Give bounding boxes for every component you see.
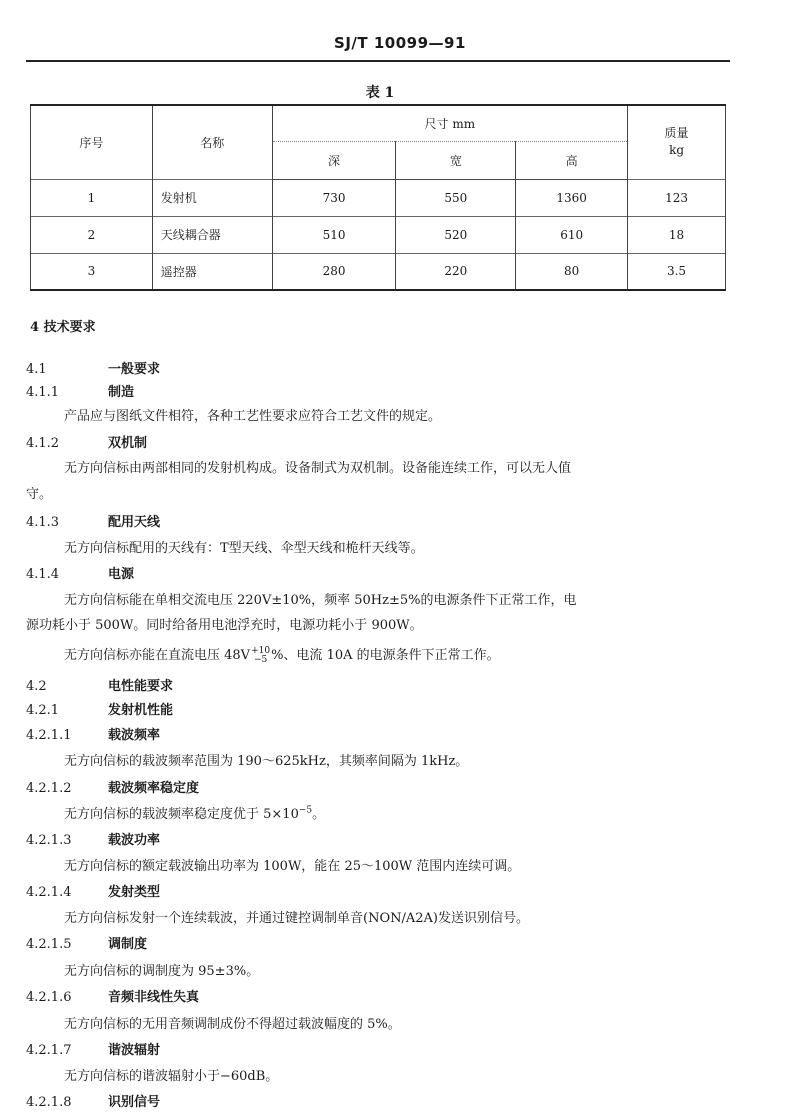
clause-body: 无方向信标的载波频率范围为 190～625kHz，其频率间隔为 1kHz。	[64, 754, 469, 769]
clause-number: 4.2.1	[26, 703, 60, 718]
clause-number: 4.1.3	[26, 515, 60, 530]
clause-title: 载波功率	[108, 833, 161, 848]
clause-heading	[26, 829, 160, 848]
clause-number: 4.1.1	[26, 385, 60, 400]
col-header-width: 宽	[396, 141, 516, 179]
clause-number: 4.1.4	[26, 567, 60, 582]
clause-text: 。	[312, 807, 326, 822]
clause-title: 调制度	[108, 937, 148, 952]
clause-number: 4.2.1.6	[26, 990, 72, 1005]
clause-body: 无方向信标的无用音频调制成份不得超过载波幅度的 5%。	[64, 1017, 401, 1032]
table-row	[31, 216, 726, 253]
clause-title: 载波频率	[108, 728, 161, 743]
clause-body: 守。	[26, 487, 53, 502]
clause-body	[64, 803, 325, 822]
col-header-dimensions: 尺寸 mm	[272, 105, 627, 141]
tolerance-upper: +10	[251, 645, 271, 656]
cell-mass: 3.5	[628, 253, 726, 290]
col-header-mass	[628, 105, 726, 179]
clause-number: 4.2.1.2	[26, 781, 72, 796]
tolerance-lower: −5	[253, 654, 268, 665]
cell-index: 2	[31, 216, 153, 253]
col-header-depth: 深	[272, 141, 396, 179]
clause-body: 源功耗小于 500W。同时给备用电池浮充时，电源功耗小于 900W。	[26, 618, 423, 633]
cell-name: 发射机	[152, 179, 272, 216]
clause-body: 无方向信标的谐波辐射小于−60dB。	[64, 1069, 279, 1084]
cell-height: 80	[516, 253, 628, 290]
clause-title: 载波频率稳定度	[108, 781, 200, 796]
clause-number: 4.2.1.4	[26, 885, 72, 900]
clause-body: 产品应与图纸文件相符，各种工艺性要求应符合工艺文件的规定。	[64, 409, 442, 424]
tolerance	[251, 647, 270, 665]
clause-heading	[26, 933, 147, 952]
cell-height: 610	[516, 216, 628, 253]
clause-number: 4.2.1.8	[26, 1095, 72, 1110]
mass-unit: kg	[669, 143, 685, 158]
clause-title: 识别信号	[108, 1095, 161, 1110]
exponent: −5	[298, 805, 313, 816]
clause-heading	[26, 675, 173, 694]
cell-height: 1360	[516, 179, 628, 216]
cell-width: 220	[396, 253, 516, 290]
col-header-height: 高	[516, 141, 628, 179]
table-caption: 表 1	[365, 85, 395, 101]
header-rule	[26, 60, 730, 62]
dimension-table	[30, 104, 726, 291]
clause-title: 电源	[108, 567, 135, 582]
clause-heading	[26, 986, 199, 1005]
clause-heading	[26, 724, 160, 743]
clause-text: %、电流 10A 的电源条件下正常工作。	[271, 648, 500, 663]
clause-heading	[26, 358, 160, 377]
cell-depth: 510	[272, 216, 396, 253]
cell-name: 天线耦合器	[152, 216, 272, 253]
clause-heading	[26, 511, 160, 530]
clause-body: 无方向信标的调制度为 95±3%。	[64, 964, 260, 979]
mass-label: 质量	[664, 126, 689, 141]
table-row	[31, 179, 726, 216]
cell-width: 520	[396, 216, 516, 253]
cell-depth: 730	[272, 179, 396, 216]
cell-mass: 123	[628, 179, 726, 216]
clause-title: 电性能要求	[108, 679, 174, 694]
cell-depth: 280	[272, 253, 396, 290]
cell-name: 遥控器	[152, 253, 272, 290]
section-title: 4 技术要求	[30, 320, 96, 335]
clause-title: 制造	[108, 385, 135, 400]
clause-title: 发射机性能	[108, 703, 174, 718]
col-header-name: 名称	[152, 105, 272, 179]
clause-title: 发射类型	[108, 885, 161, 900]
clause-number: 4.2.1.3	[26, 833, 72, 848]
clause-number: 4.1	[26, 362, 47, 377]
clause-title: 配用天线	[108, 515, 161, 530]
clause-body: 无方向信标配用的天线有：T型天线、伞型天线和桅杆天线等。	[64, 541, 424, 556]
clause-heading	[26, 563, 134, 582]
cell-index: 1	[31, 179, 153, 216]
clause-heading	[26, 1091, 160, 1110]
standard-code: SJ/T 10099—91	[334, 34, 466, 52]
cell-index: 3	[31, 253, 153, 290]
clause-heading	[26, 432, 147, 451]
col-header-index: 序号	[31, 105, 153, 179]
clause-number: 4.2.1.1	[26, 728, 72, 743]
clause-body: 无方向信标发射一个连续载波，并通过键控调制单音(NON/A2A)发送识别信号。	[64, 911, 529, 926]
table-row	[31, 253, 726, 290]
clause-number: 4.2	[26, 679, 47, 694]
clause-title: 音频非线性失真	[108, 990, 200, 1005]
clause-heading	[26, 777, 199, 796]
clause-heading	[26, 699, 173, 718]
clause-title: 双机制	[108, 436, 148, 451]
clause-body: 无方向信标的额定载波输出功率为 100W，能在 25～100W 范围内连续可调。	[64, 859, 521, 874]
clause-number: 4.1.2	[26, 436, 60, 451]
clause-heading	[26, 381, 134, 400]
clause-number: 4.2.1.5	[26, 937, 72, 952]
clause-title: 一般要求	[108, 362, 161, 377]
clause-heading	[26, 1039, 160, 1058]
clause-heading	[26, 881, 160, 900]
clause-number: 4.2.1.7	[26, 1043, 72, 1058]
clause-body: 无方向信标由两部相同的发射机构成。设备制式为双机制。设备能连续工作，可以无人值	[64, 461, 572, 476]
cell-mass: 18	[628, 216, 726, 253]
clause-title: 谐波辐射	[108, 1043, 161, 1058]
clause-body	[64, 644, 500, 665]
clause-text: 无方向信标的载波频率稳定度优于 5×10	[64, 807, 299, 822]
clause-text: 无方向信标亦能在直流电压 48V	[64, 648, 251, 663]
clause-body: 无方向信标能在单相交流电压 220V±10%，频率 50Hz±5%的电源条件下正常工作，电	[64, 593, 577, 608]
cell-width: 550	[396, 179, 516, 216]
